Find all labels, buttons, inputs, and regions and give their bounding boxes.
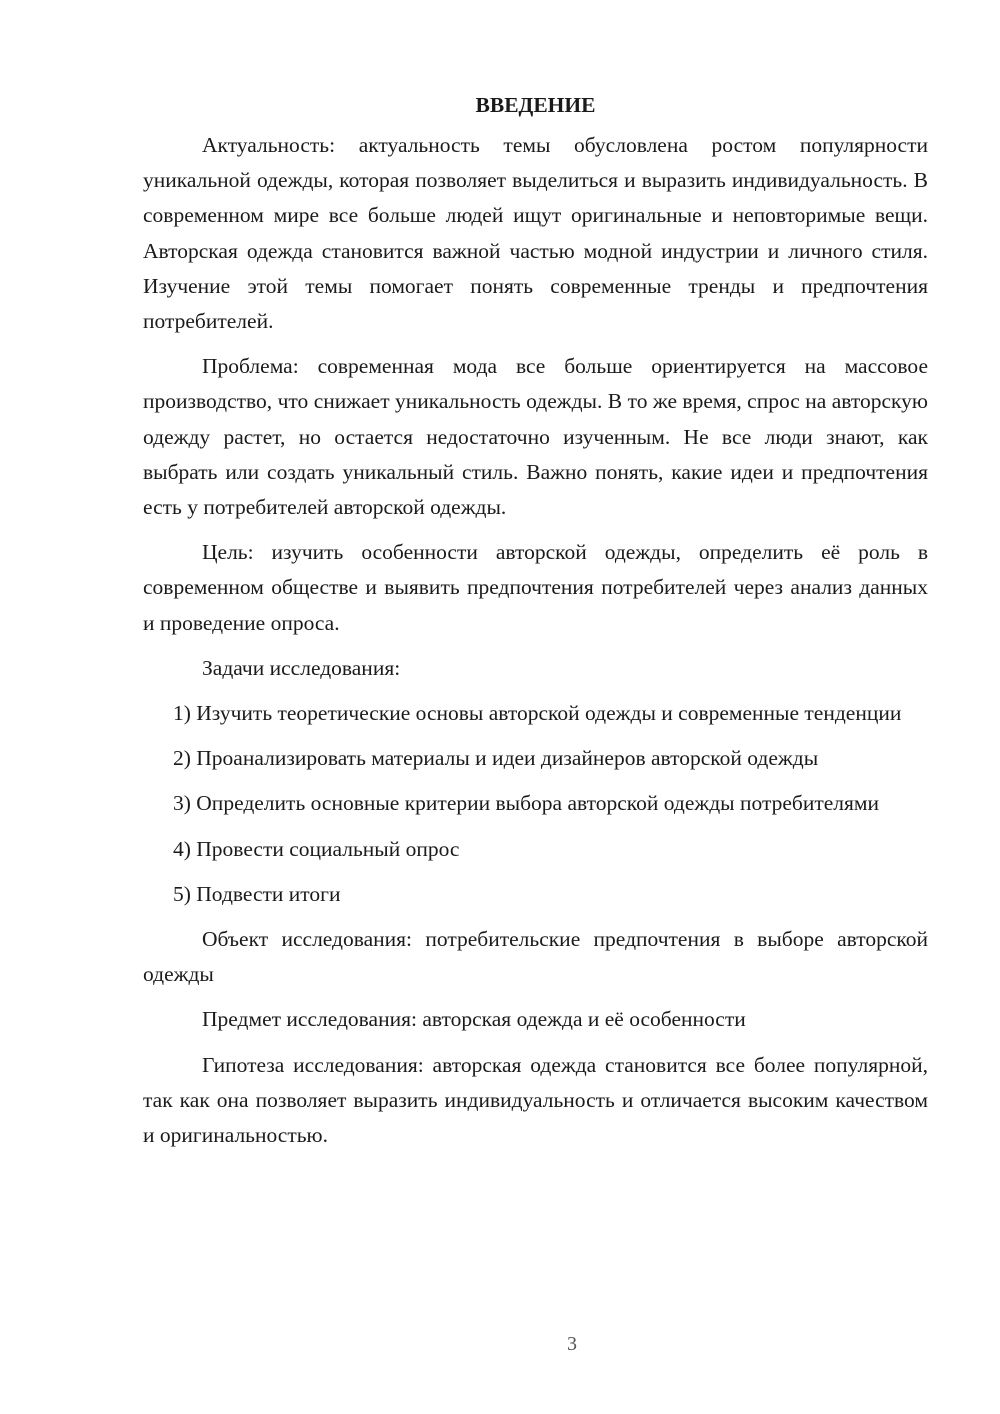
object-paragraph: Объект исследования: потребительские предпочтения в выборе авторской одежды	[143, 927, 928, 987]
page-number: 3	[567, 1333, 577, 1355]
page-title: ВВЕДЕНИЕ	[475, 93, 596, 117]
tasks-heading: Задачи исследования:	[202, 655, 401, 680]
subject-paragraph: Предмет исследования: авторская одежда и её особенности	[202, 1007, 746, 1032]
task-item-3: 3) Определить основные критерии выбора авторской одежды потребителями	[173, 791, 880, 816]
task-item-1: 1) Изучить теоретические основы авторской одежды и современные тенденции	[173, 701, 902, 726]
task-item-2: 2) Проанализировать материалы и идеи дизайнеров авторской одежды	[173, 746, 819, 771]
hypothesis-paragraph: Гипотеза исследования: авторская одежда становится все более популярной, так как она позволяет выразить индивидуальность и отличается высоким качеством и оригинальностью.	[143, 1052, 928, 1148]
relevance-paragraph: Актуальность: актуальность темы обусловлена ростом популярности уникальной одежды, которая позволяет выделиться и выразить индивидуальность. В современном мире все больше людей ищут оригинальные и неповторимые вещи. Авторская одежда становится важной частью модной индустрии и личного стиля. Изучение этой темы помогает понять современные тренды и предпочтения потребителей.	[143, 133, 928, 334]
goal-paragraph: Цель: изучить особенности авторской одежды, определить её роль в современном обществе и выявить предпочтения потребителей через анализ данных и проведение опроса.	[143, 540, 928, 635]
problem-paragraph: Проблема: современная мода все больше ориентируется на массовое производство, что снижает уникальность одежды. В то же время, спрос на авторскую одежду растет, но остается недостаточно изученным. Не все люди знают, как выбрать или создать уникальный стиль. Важно понять, какие идеи и предпочтения есть у потребителей авторской одежды.	[143, 354, 928, 520]
task-item-5: 5) Подвести итоги	[173, 881, 341, 906]
task-item-4: 4) Провести социальный опрос	[173, 836, 460, 861]
document-page	[143, 88, 928, 1163]
